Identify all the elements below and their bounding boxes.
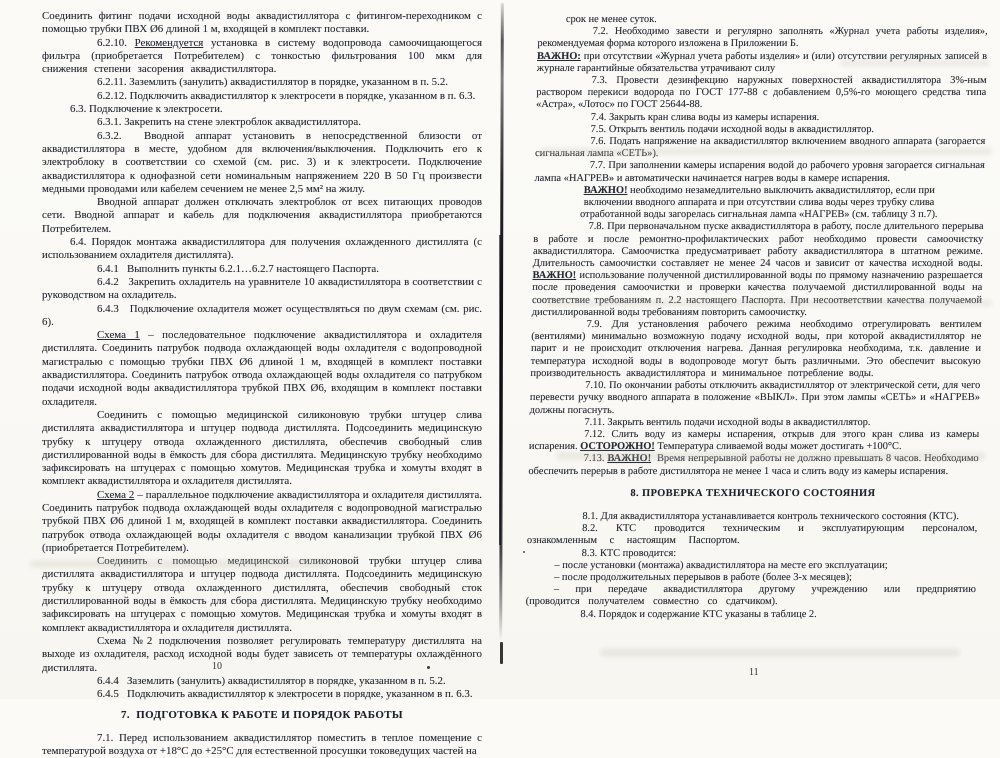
text-run: Вводной аппарат должен отключать электроблок от всех питающих проводов сети. Вводной аппарат и кабель для подключения аквадистиллятора приобретаются Потребителем.: [42, 196, 482, 235]
paragraph: [42, 329, 482, 409]
text-run: – после установки (монтажа) аквадистиллятора на месте его эксплуатации;: [554, 559, 888, 571]
text-run: Время непрерывной работы не должно превышать 8 часов. Необходимо обеспечить перерыв в работе дистиллятора не менее 1 часа и слить воду из камеры испарения.: [528, 453, 979, 477]
emphasis-text: ВАЖНО!: [532, 270, 577, 282]
paragraph: [42, 236, 482, 263]
paragraph: [534, 160, 985, 184]
text-run: 6.2.12. Подключить аквадистиллятор к электросети в порядке, указанном в п. 6.3.: [97, 89, 476, 102]
paragraph: [42, 635, 482, 675]
page-right: [525, 14, 988, 621]
emphasis-text: ОСТОРОЖНО!: [580, 441, 655, 453]
paragraph: [42, 688, 482, 701]
paragraph: [529, 429, 980, 453]
paragraph: [529, 417, 979, 429]
text-run: – параллельное подключение аквадистиллятора и охладителя дистиллята. Соединить патрубок подвода охлаждающей воды охладителя с водопроводной магистралью трубкой ПВХ Ø6 длиной 1 м, входящей в комплект поставки аквадистиллятора. Соединить патрубок отвода охлаждающей воды охладителя с вводом канализации трубкой ПВХ Ø6 (приобретается Потребителем).: [42, 488, 483, 554]
text-run: 6.3.2. Вводной аппарат установить в непосредственной близости от аквадистиллятора в месте, удобном для включения/выключения. Подключить его к электроблоку в соответствии со схемой (см. рис. 3) и к электросети. Подключение аквадистиллятора к однофазной сети номинальным напряжением 220 В 50 Гц произвести медными проводами или кабелем сечением не менее 2,5 мм² на жилу.: [42, 129, 482, 195]
text-run: 6.4. Порядок монтажа аквадистиллятора для получения охлажденного дистиллята (с использованием охладителя дистиллята).: [42, 236, 482, 262]
text-run: 7.1. Перед использованием аквадистиллятор поместить в теплое помещение с температурой воздуха от +18°С до +25°С для естественной просушки токоведущих частей на: [42, 731, 482, 758]
paragraph: [535, 124, 985, 136]
text-run: Соединить с помощью медицинской силиконовой трубки штуцер слива дистиллята аквадистиллятора и штуцер подвода дистиллята. Подсоединить медицинскую трубку к штуцеру отвода охлажденного дистиллята, обеспечив свободный сток дистиллированной воды в ёмкость для сбора дистиллята. Медицинскую трубку необходимо зафиксировать на штуцерах с помощью хомутов. Медицинская трубка и хомуты входят в комплект аквадистиллятора и охладителя дистиллята.: [42, 555, 482, 634]
paragraph: [42, 276, 482, 303]
paragraph: [42, 675, 482, 688]
scan-streak: [540, 148, 992, 155]
paragraph: [42, 76, 482, 89]
text-run: 7.11. Закрыть вентиль подачи исходной воды в аквадистиллятор.: [584, 416, 871, 428]
text-run: 7.6. Подать напряжение на аквадистиллятор включением вводного аппарата (загорается сигнальная лампа «СЕТЬ»).: [534, 136, 986, 160]
ink-dot: [427, 666, 430, 669]
text-run: 6.4.1 Выполнить пункты 6.2.1…6.2.7 настоящего Паспорта.: [97, 262, 379, 275]
paragraph: [42, 489, 482, 555]
text-run: 6.3.1. Закрепить на стене электроблок аквадистиллятора.: [97, 116, 361, 129]
text-run: – при передаче аквадистиллятора другому учреждению или предприятию (проводится получателем совместно со сдатчиком).: [525, 584, 977, 608]
text-run: – последовательное подключение аквадистиллятора и охладителя дистиллята. Соединить патрубок подвода охлаждающей воды охладителя с водопроводной магистралью с помощью трубки ПВХ Ø6 длиной 1 м, входящей в комплект поставки аквадистиллятора. Соединить патрубок отвода охлаждающей воды охладителя со патрубком подачи исходной воды аквадистиллятора трубкой ПВХ Ø6, входящим в комплект поставки охладителя.: [42, 329, 482, 408]
scan-streak: [546, 300, 992, 306]
paragraph: [42, 409, 482, 489]
text-run: 7.10. По окончании работы отключить аквадистиллятор от электрической сети, для чего перевести ручку вводного аппарата в положение «ВЫКЛ». При этом лампы «СЕТЬ» и «НАГРЕВ» должны погаснуть.: [529, 380, 981, 416]
text-run: использование полученной дистиллированной воды по прямому назначению разрешается после проведения самоочистки и проверки качества получаемой дистиллированной воды на соответствие требованиям п. 2.2 настоящего Паспорта. При несоответствии качества получаемой дистиллированной воды требованиям повторить самоочистку.: [531, 270, 983, 318]
paragraph: [42, 37, 482, 77]
text-run: 6.2.11. Заземлить (занулить) аквадистиллятор в порядке, указанном в п. 5.2.: [97, 76, 449, 89]
paragraph: [526, 560, 976, 572]
scan-streak: [600, 648, 960, 657]
paragraph: [536, 112, 986, 124]
text-run: 8.4. Порядок и содержание КТС указаны в таблице 2.: [580, 608, 817, 620]
text-run: 7.3. Провести дезинфекцию наружных поверхностей аквадистиллятора 3%-ным раствором перекиси водорода по ГОСТ 177-88 с добавлением 0,5%-го моющего средства типа «Астра», «Лотос» по ГОСТ 25644-88.: [535, 75, 987, 111]
text-run: 8.2. КТС проводится техническим и эксплуатирующим персоналом, ознакомленным с настоящим Паспортом.: [526, 523, 978, 547]
paragraph: [526, 584, 977, 608]
paragraph: [526, 572, 976, 584]
paragraph: [537, 26, 988, 50]
text-run: 6.4.5 Подключить аквадистиллятор к электросети в порядке, указанном в п. 6.3.: [97, 688, 473, 701]
text-run: необходимо незамедлительно выключить аквадистиллятор, если при включении вводного аппарата и при отсутствии слива воды через трубку слива отработанной воды загорелась сигнальная лампа «НАГРЕВ» (см. таблицу 3 п.7).: [579, 184, 938, 221]
text-run: Схема №2 подключения позволяет регулировать температуру дистиллята на выходе из охладителя, расход исходной воды будет зависеть от температуры охлаждённого дистиллята.: [42, 634, 482, 674]
text-run: 8. ПРОВЕРКА ТЕХНИЧЕСКОГО СОСТОЯНИЯ: [630, 487, 876, 499]
paragraph: [534, 185, 985, 222]
text-run: 7.7. При заполнении камеры испарения водой до рабочего уровня загорается сигнальная лампа «НАГРЕВ» и автоматически начинается нагрев воды в камере испарения.: [534, 160, 985, 184]
text-run: 6.2.10.: [97, 36, 135, 49]
paragraph: [42, 263, 482, 276]
text-run: 6.3. Подключение к электросети.: [70, 103, 223, 116]
page-gutter-tick: [500, 642, 503, 664]
text-run: 7.8. При первоначальном пуске аквадистиллятора в работу, после длительного перерыва в работе и после ремонтно-профилактических работ необходимо провести самоочистку аквадистиллятора. Самоочистка предусматривает работу аквадистиллятора в штатном режиме. Длительность самоочистки составляет не менее 24 часов и зависит от качества исходной воды.: [532, 221, 984, 270]
text-run: 7.12. Слить воду из камеры испарения, открыв для этого кран слива из камеры испарения.: [528, 428, 980, 453]
emphasis-text: ВАЖНО!: [607, 453, 652, 465]
scan-streak: [556, 452, 986, 460]
paragraph: [42, 196, 482, 236]
scan-streak: [30, 560, 330, 568]
emphasis-text: ВАЖНО!: [583, 184, 628, 196]
text-run: 8.3. КТС проводится:: [581, 547, 677, 559]
paragraph: [42, 90, 482, 103]
paragraph: [527, 511, 977, 523]
text-run: Соединить фитинг подачи исходной воды аквадистиллятора с фитингом-переходником с помощью трубки ПВХ Ø6 длиной 1 м, входящей в комплект поставки.: [42, 10, 482, 36]
paragraph: [42, 303, 482, 330]
paragraph: [42, 10, 482, 37]
text-run: – после продолжительных перерывов в работе (более 3-х месяцев);: [554, 571, 853, 583]
paragraph: [530, 319, 981, 380]
paragraph: [42, 116, 482, 129]
text-run: 7.9. Для установления рабочего режима необходимо отрегулировать вентилем (вентилями) минимально возможную подачу исходной воды, при которой аквадистиллятор не парит и не происходит отключения нагрева. Данная регулировка необходима, т.к. давление и температура исходной воды в водопроводе могут быть различными. Это обеспечит высокую производительность аквадистиллятора и минимальное потребление воды.: [530, 319, 982, 379]
text-run: при отсутствии «Журнал учета работы изделия» и (или) отсутствии регулярных записей в журнале гарантийные обязательства утрачивают силу: [536, 50, 988, 74]
text-run: установка в систему водопровода самоочищающегося фильтра (приобретается Потребителем) с тонкостью фильтрования 100 мкм для снижения степени засорения аквадистиллятора.: [42, 36, 483, 76]
text-run: 7. ПОДГОТОВКА К РАБОТЕ И ПОРЯДОК РАБОТЫ: [121, 709, 403, 722]
text-run: 7.4. Закрыть кран слива воды из камеры испарения.: [590, 111, 820, 123]
paragraph: [42, 103, 482, 116]
scan-streak: [840, 60, 990, 66]
paragraph: [530, 380, 981, 417]
text-run: 8.1. Для аквадистиллятора устанавливается контроль технического состояния (КТС).: [582, 510, 959, 522]
ink-dot: [523, 551, 525, 553]
page-gutter-line: [499, 235, 501, 545]
section-heading: [42, 709, 482, 722]
paragraph: [42, 732, 482, 758]
emphasis-text: Схема 2: [97, 488, 135, 501]
paragraph: [525, 609, 975, 621]
text-run: 7.13.: [583, 453, 608, 465]
paragraph: [536, 75, 987, 112]
paragraph: [42, 130, 482, 196]
emphasis-text: Схема 1: [97, 329, 140, 342]
section-heading: [528, 488, 978, 500]
text-run: Температура сливаемой воды может достигать +100°С.: [654, 441, 902, 453]
emphasis-text: ВАЖНО:: [537, 50, 581, 62]
emphasis-text: Рекомендуется: [134, 36, 204, 49]
text-run: 6.4.4 Заземлить (занулить) аквадистиллятор в порядке, указанном в п. 5.2.: [97, 674, 446, 687]
paragraph: [527, 523, 978, 547]
page-number-left: 10: [212, 661, 222, 672]
text-run: срок не менее суток.: [565, 14, 657, 25]
page-number-right: 11: [749, 667, 759, 678]
text-run: 7.2. Необходимо завести и регулярно заполнять «Журнал учета работы изделия», рекомендуемая форма которого изложена в Приложении Б.: [537, 26, 988, 50]
text-run: 7.5. Открыть вентиль подачи исходной воды в аквадистиллятор.: [590, 123, 875, 135]
page-left: [42, 10, 482, 758]
text-run: Соединить с помощью медицинской силиконовую трубки штуцер слива дистиллята аквадистиллятора и штуцер подвода дистиллята. Подсоединить медицинскую трубку к штуцеру отвода охлажденного дистиллята, обеспечив свободный слив дистиллированной воды в ёмкость для сбора дистиллята. Медицинскую трубку необходимо зафиксировать на штуцерах с помощью хомутов. Медицинская трубка и хомуты входят в комплект аквадистиллятора и охладителя дистиллята.: [42, 408, 482, 488]
text-run: 6.4.3 Подключение охладителя может осуществляться по двум схемам (см. рис. 6).: [42, 302, 482, 328]
text-run: 6.4.2 Закрепить охладитель на уравнителе 10 аквадистиллятора в соответствии с руководством на охладитель.: [42, 275, 482, 302]
paragraph: [538, 14, 988, 26]
paragraph: [527, 548, 977, 560]
